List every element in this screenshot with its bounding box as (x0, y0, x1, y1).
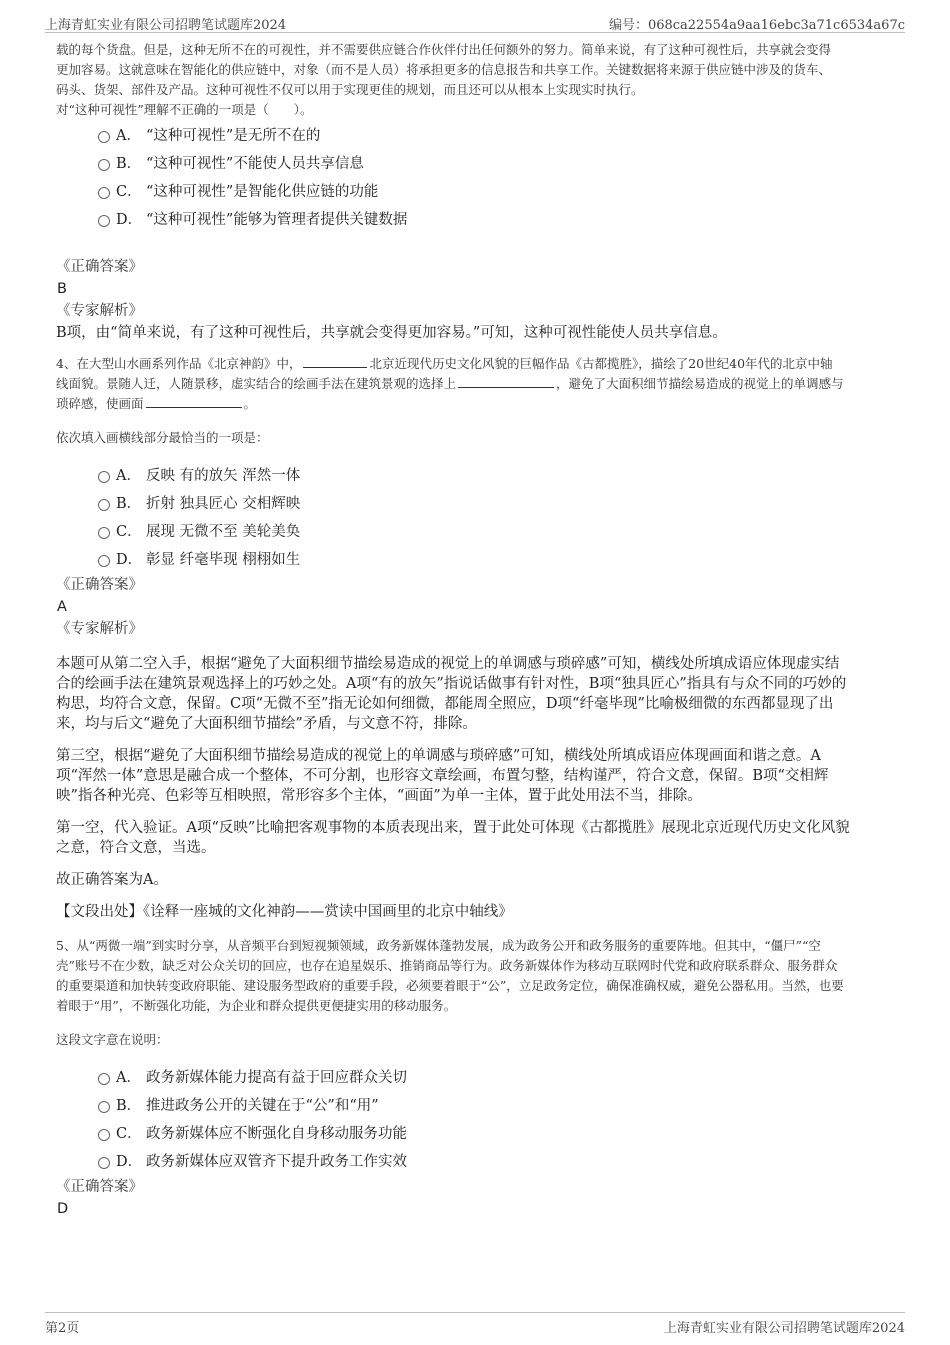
radio-icon[interactable] (98, 131, 110, 143)
question-4 (56, 354, 902, 922)
passage-line: 线面貌。景随人迁，人随景移，虚实结合的绘画手法在建筑景观的选择上 ，避免了大面积细节描绘易造成的视觉上的单调感与 (56, 376, 844, 391)
option-c[interactable]: C． 政务新媒体应不断强化自身移动服务功能 (56, 1120, 902, 1148)
source-citation: 【文段出处】《诠释一座城的文化神韵——赏读中国画里的北京中轴线》 (56, 904, 513, 920)
answer-value: D (57, 1201, 69, 1217)
header-title: 上海青虹实业有限公司招聘笔试题库2024 (45, 18, 287, 33)
analysis-paragraph: 第一空，代入验证。A项“反映”比喻把客观事物的本质表现出来，置于此处可体现《古都揽胜》展现北京近现代历史文化风貌 之意，符合文意，当选。 (56, 820, 850, 856)
radio-icon[interactable] (98, 499, 110, 511)
fill-blank (146, 395, 242, 408)
answer-value: B (57, 281, 67, 297)
option-list (56, 1064, 902, 1176)
radio-icon[interactable] (98, 1129, 110, 1141)
option-b[interactable]: B． 折射 独具匠心 交相辉映 (56, 490, 902, 518)
passage-line: 的重要渠道和加快转变政府职能、建设服务型政府的重要手段，必须要着眼于“公”，立足政务定位，确保准确权威，避免公器私用。当然，也要 (56, 978, 844, 993)
question-3 (56, 40, 902, 344)
radio-icon[interactable] (98, 527, 110, 539)
option-b[interactable]: B． “这种可视性”不能使人员共享信息 (56, 150, 902, 178)
answer-value: A (57, 599, 67, 615)
question-prompt: 这段文字意在说明： (56, 1032, 169, 1047)
answer-label: 《正确答案》 (56, 577, 143, 593)
option-list (56, 462, 902, 574)
analysis-label: 《专家解析》 (56, 303, 143, 319)
fill-blank (458, 375, 554, 388)
header-serial: 编号：068ca22554a9aa16ebc3a71c6534a67c (608, 18, 905, 33)
passage-line: 5、从“两微一端”到实时分享，从音频平台到短视频领域，政务新媒体蓬勃发展，成为政务公开和政务服务的重要阵地。但其中，“僵尸”“空 (56, 938, 821, 953)
answer-label: 《正确答案》 (56, 259, 143, 275)
radio-icon[interactable] (98, 555, 110, 567)
passage-line: 码头、货架、部件及产品。这种可视性不仅可以用于实现更佳的规划，而且还可以从根本上实现实时执行。 (56, 82, 644, 97)
option-c[interactable]: C． “这种可视性”是智能化供应链的功能 (56, 178, 902, 206)
fill-blank (303, 355, 367, 368)
passage-line: 壳”账号不在少数，缺乏对公众关切的回应，也存在追星娱乐、推销商品等行为。政务新媒体作为移动互联网时代党和政府联系群众、服务群众 (56, 958, 838, 973)
option-d[interactable]: D． “这种可视性”能够为管理者提供关键数据 (56, 206, 902, 234)
analysis-label: 《专家解析》 (56, 621, 143, 637)
radio-icon[interactable] (98, 187, 110, 199)
radio-icon[interactable] (98, 1157, 110, 1169)
passage-line: 4、在大型山水画系列作品《北京神韵》中， 北京近现代历史文化风貌的巨幅作品《古都揽胜》，描绘了20世纪40年代的北京中轴 (56, 356, 833, 371)
radio-icon[interactable] (98, 215, 110, 227)
analysis-paragraph: 故正确答案为A。 (56, 872, 168, 888)
answer-label: 《正确答案》 (56, 1179, 143, 1195)
question-prompt: 对“这种可视性”理解不正确的一项是（ ）。 (56, 102, 313, 117)
analysis-paragraph: 本题可从第二空入手，根据“避免了大面积细节描绘易造成的视觉上的单调感与琐碎感”可知，横线处所填成语应体现虚实结 合的绘画手法在建筑景观选择上的巧妙之处。A项“有的放矢”指说话做事有针对性，B项“独具匠心”指具有与众不同的巧妙的 构思，均符合文意，保留。C项“无微不至”指无论如何细微，都能周全照应，D项“纤毫毕现”比喻极细微的东西都显现了出 来，均与后文“避免了大面积细节描绘”矛盾，与文意不符，排除。 (56, 656, 847, 732)
passage-line: 载的每个货盘。但是，这种无所不在的可视性，并不需要供应链合作伙伴付出任何额外的努力。简单来说，有了这种可视性后，共享就会变得 (56, 42, 832, 57)
option-b[interactable]: B． 推进政务公开的关键在于“公”和“用” (56, 1092, 902, 1120)
document-body (56, 40, 902, 1220)
option-a[interactable]: A． 反映 有的放矢 浑然一体 (56, 462, 902, 490)
radio-icon[interactable] (98, 159, 110, 171)
passage-line: 琐碎感，使画面 。 (56, 396, 257, 411)
option-list (56, 122, 902, 234)
option-a[interactable]: A． 政务新媒体能力提高有益于回应群众关切 (56, 1064, 902, 1092)
page-footer (45, 1312, 905, 1335)
page-number: 第2页 (45, 1321, 80, 1336)
option-d[interactable]: D． 彰显 纤毫毕现 栩栩如生 (56, 546, 902, 574)
option-a[interactable]: A． “这种可视性”是无所不在的 (56, 122, 902, 150)
radio-icon[interactable] (98, 471, 110, 483)
question-5 (56, 936, 902, 1220)
option-c[interactable]: C． 展现 无微不至 美轮美奂 (56, 518, 902, 546)
radio-icon[interactable] (98, 1073, 110, 1085)
passage-line: 着眼于“用”，不断强化功能，为企业和群众提供更便捷实用的移动服务。 (56, 998, 457, 1013)
page-header (45, 10, 905, 33)
radio-icon[interactable] (98, 1101, 110, 1113)
footer-title: 上海青虹实业有限公司招聘笔试题库2024 (663, 1321, 905, 1336)
passage-line: 更加容易。这就意味在智能化的供应链中，对象（而不是人员）将承担更多的信息报告和共享工作。关键数据将来源于供应链中涉及的货车、 (56, 62, 832, 77)
analysis-text: B项，由“简单来说，有了这种可视性后，共享就会变得更加容易。”可知，这种可视性能使人员共享信息。 (56, 325, 727, 341)
question-prompt: 依次填入画横线部分最恰当的一项是： (56, 430, 269, 445)
option-d[interactable]: D． 政务新媒体应双管齐下提升政务工作实效 (56, 1148, 902, 1176)
analysis-paragraph: 第三空，根据“避免了大面积细节描绘易造成的视觉上的单调感与琐碎感”可知，横线处所填成语应体现画面和谐之意。A 项“浑然一体”意思是融合成一个整体，不可分割，也形容文章绘画，布置匀整，结构谨严，符合文意，保留。B项“交相辉 映”指各种光亮、色彩等互相映照，常形容多个主体，“画面”为单一主体，置于此处用法不当，排除。 (56, 748, 829, 804)
